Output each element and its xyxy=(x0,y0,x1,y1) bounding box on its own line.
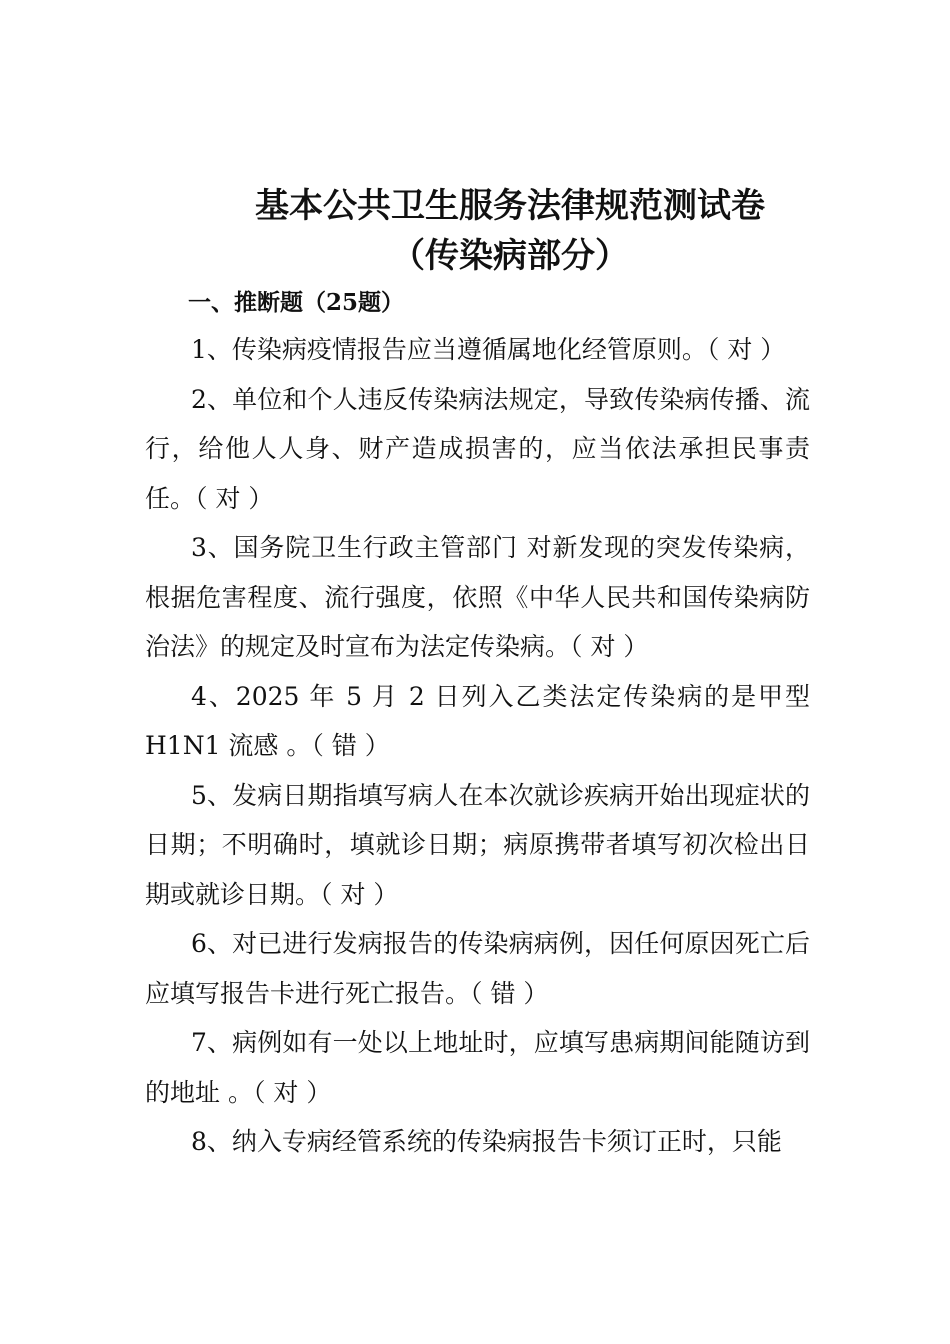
question-item: 5、发病日期指填写病人在本次就诊疾病开始出现症状的日期；不明确时，填就诊日期；病原携带者填写初次检出日期或就诊日期。（ 对 ） xyxy=(145,780,810,909)
question-item: 2、单位和个人违反传染病法规定，导致传染病传播、流行，给他人人身、财产造成损害的，应当依法承担民事责任。（ 对 ） xyxy=(145,384,810,513)
question-item: 8、纳入专病经管系统的传染病报告卡须订正时，只能 xyxy=(191,1127,782,1156)
question-item: 1、传染病疫情报告应当遵循属地化经管原则。（ 对 ） xyxy=(191,335,786,364)
document-subtitle: （传染病部分） xyxy=(391,236,629,276)
section-heading: 一、推断题（25题） xyxy=(188,289,405,316)
question-item: 6、对已进行发病报告的传染病病例，因任何原因死亡后应填写报告卡进行死亡报告。（ 错 ） xyxy=(145,929,810,1008)
question-item: 3、国务院卫生行政主管部门 对新发现的突发传染病，根据危害程度、流行强度，依照《中华人民共和国传染病防治法》的规定及时宣布为法定传染病。（ 对 ） xyxy=(145,533,810,661)
question-item: 7、病例如有一处以上地址时，应填写患病期间能随访到的地址 。（ 对 ） xyxy=(145,1028,810,1107)
question-list xyxy=(145,325,810,1167)
question-item: 4、2025 年 5 月 2 日列入乙类法定传染病的是甲型 H1N1 流感 。（ 错 ） xyxy=(145,681,810,760)
document-title: 基本公共卫生服务法律规范测试卷 xyxy=(255,186,765,226)
